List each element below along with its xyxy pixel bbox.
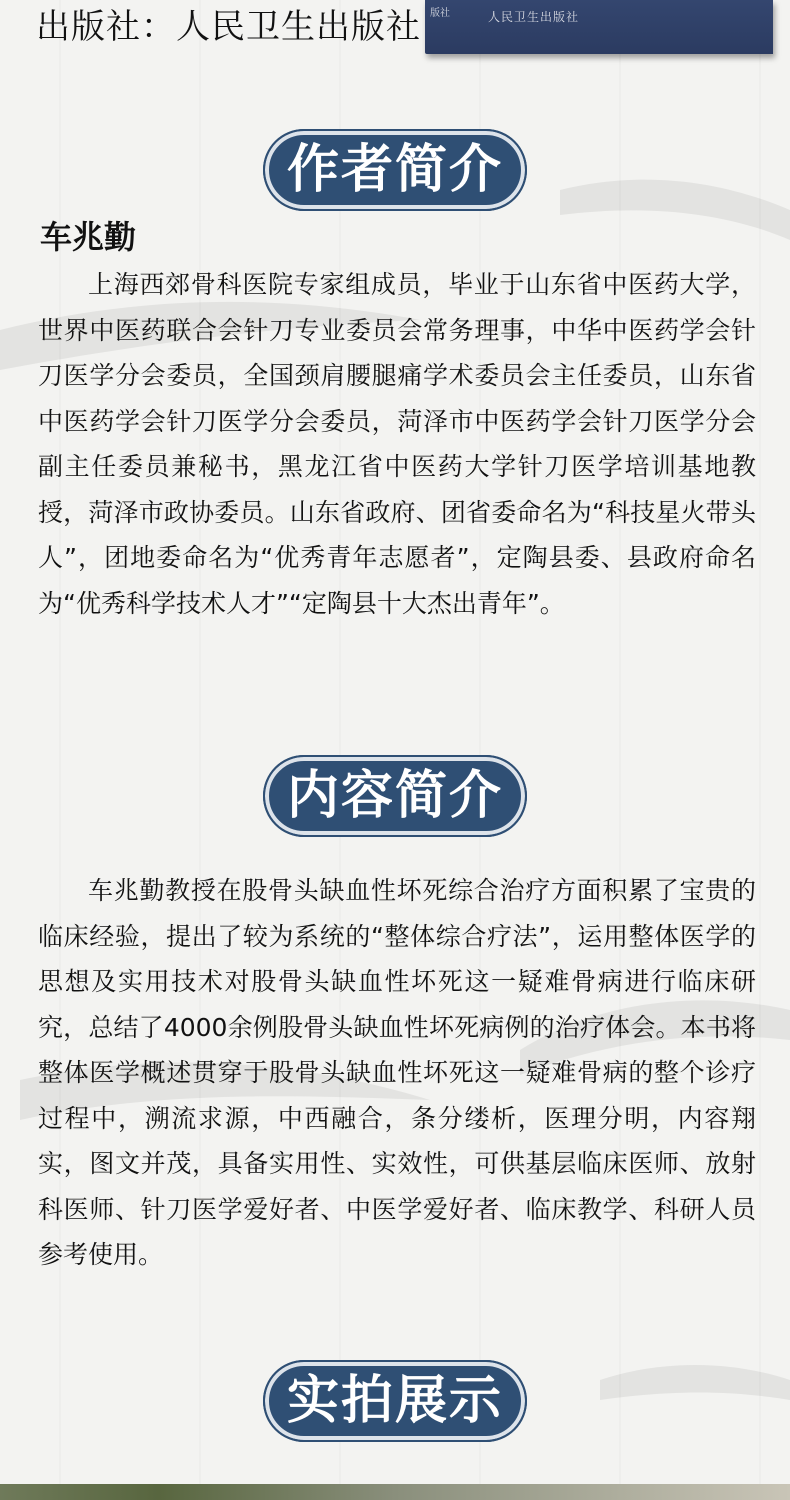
publisher-line: 出版社：人民卫生出版社 [36, 7, 421, 47]
book-publisher-mark: 人民卫生出版社 [488, 10, 580, 24]
author-bio-paragraph: 上海西郊骨科医院专家组成员，毕业于山东省中医药大学，世界中医药联合会针刀专业委员会常务理事，中华中医药学会针刀医学分会委员，全国颈肩腰腿痛学术委员会主任委员，山东省中医药学会针刀医学分会委员，菏泽市中医药学会针刀医学分会副主任委员兼秘书，黑龙江省中医药大学针刀医学培训基地教授，菏泽市政协委员。山东省政府、团省委命名为“科技星火带头人”，团地委命名为“优秀青年志愿者”，定陶县委、县政府命名为“优秀科学技术人才”“定陶县十大杰出青年”。 [38, 270, 756, 618]
content-intro-paragraph: 车兆勤教授在股骨头缺血性坏死综合治疗方面积累了宝贵的临床经验，提出了较为系统的“整体综合疗法”，运用整体医学的思想及实用技术对股骨头缺血性坏死这一疑难骨病进行临床研究，总结了4000余例股骨头缺血性坏死病例的治疗体会。本书将整体医学概述贯穿于股骨头缺血性坏死这一疑难骨病的整个诊疗过程中，溯流求源，中西融合，条分缕析，医理分明，内容翔实，图文并茂，具备实用性、实效性，可供基层临床医师、放射科医师、针刀医学爱好者、中医学爱好者、临床教学、科研人员参考使用。 [38, 876, 756, 1269]
author-name: 车兆勤 [40, 218, 137, 256]
author-intro-badge: 作者简介 [265, 131, 525, 209]
photo-showcase-badge: 实拍展示 [265, 1362, 525, 1440]
photo-preview-strip [0, 1484, 790, 1500]
content-intro-badge: 内容简介 [265, 757, 525, 835]
book-spine-text: 版社 [430, 8, 450, 19]
book-cover-corner [425, 0, 773, 54]
